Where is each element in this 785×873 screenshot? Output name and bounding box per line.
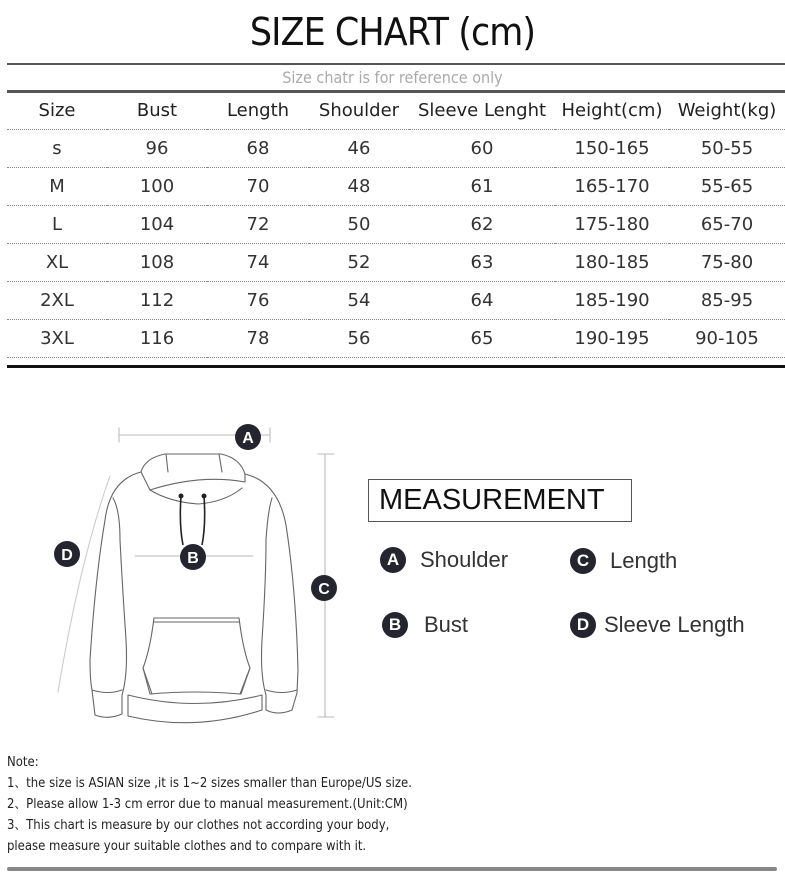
cell: 3XL	[7, 320, 107, 358]
cell: 61	[409, 168, 555, 206]
svg-text:B: B	[187, 550, 199, 567]
bottom-divider	[7, 867, 777, 871]
note-line: 1、the size is ASIAN size ,it is 1~2 sizes smaller than Europe/US size.	[7, 776, 412, 791]
cell: 85-95	[669, 282, 785, 320]
badge-a-icon: A	[380, 547, 406, 573]
legend-item-length	[570, 548, 677, 574]
cell: 116	[107, 320, 207, 358]
cell: 55-65	[669, 168, 785, 206]
page-title: SIZE CHART (cm)	[249, 10, 536, 54]
cell: 64	[409, 282, 555, 320]
measurement-heading-box	[368, 479, 632, 522]
table-row	[7, 130, 785, 168]
cell: s	[7, 130, 107, 168]
cell: 50	[309, 206, 409, 244]
legend-item-bust	[382, 612, 468, 638]
cell: 112	[107, 282, 207, 320]
cell: 90-105	[669, 320, 785, 358]
title-divider	[7, 63, 785, 65]
cell: 150-165	[555, 130, 669, 168]
cell: L	[7, 206, 107, 244]
legend-item-shoulder	[380, 547, 508, 573]
legend-label: Bust	[424, 612, 469, 637]
cell: 165-170	[555, 168, 669, 206]
cell: 48	[309, 168, 409, 206]
cell: 63	[409, 244, 555, 282]
svg-text:D: D	[61, 547, 73, 564]
notes-section	[7, 752, 457, 857]
table-row	[7, 206, 785, 244]
badge-b-icon: B	[382, 612, 408, 638]
cell: 72	[207, 206, 309, 244]
cell: 54	[309, 282, 409, 320]
cell: M	[7, 168, 107, 206]
notes-heading: Note:	[7, 755, 39, 770]
hoodie-diagram	[40, 410, 360, 730]
cell: 104	[107, 206, 207, 244]
cell: 60	[409, 130, 555, 168]
badge-d-icon	[54, 541, 80, 567]
cell: 180-185	[555, 244, 669, 282]
table-row	[7, 168, 785, 206]
svg-text:C: C	[318, 581, 330, 598]
column-header: Length	[207, 92, 309, 130]
legend-label: Length	[610, 548, 678, 573]
note-line: 2、Please allow 1-3 cm error due to manual measurement.(Unit:CM)	[7, 797, 408, 812]
column-header: Weight(kg)	[669, 92, 785, 130]
table-row	[7, 320, 785, 358]
cell: 50-55	[669, 130, 785, 168]
column-header: Shoulder	[309, 92, 409, 130]
badge-b-icon	[180, 544, 206, 570]
legend-label: Shoulder	[420, 547, 509, 572]
cell: 65	[409, 320, 555, 358]
cell: 62	[409, 206, 555, 244]
cell: 65-70	[669, 206, 785, 244]
cell: 185-190	[555, 282, 669, 320]
cell: 108	[107, 244, 207, 282]
badge-a-icon	[235, 424, 261, 450]
badge-d-icon: D	[570, 612, 596, 638]
table-row	[7, 244, 785, 282]
table-bottom-rule	[7, 365, 785, 368]
svg-text:A: A	[242, 430, 254, 447]
badge-c-icon	[311, 575, 337, 601]
measurement-heading: MEASUREMENT	[379, 484, 605, 516]
cell: 52	[309, 244, 409, 282]
cell: 75-80	[669, 244, 785, 282]
legend-label: Sleeve Length	[604, 612, 745, 637]
table-row	[7, 282, 785, 320]
cell: XL	[7, 244, 107, 282]
subtitle: Size chatr is for reference only	[282, 68, 503, 87]
table-header-row	[7, 92, 785, 130]
column-header: Sleeve Lenght	[409, 92, 555, 130]
column-header: Bust	[107, 92, 207, 130]
legend-item-sleeve-length	[570, 612, 745, 638]
cell: 74	[207, 244, 309, 282]
size-chart-table	[7, 92, 785, 358]
cell: 46	[309, 130, 409, 168]
column-header: Height(cm)	[555, 92, 669, 130]
cell: 68	[207, 130, 309, 168]
column-header: Size	[7, 92, 107, 130]
cell: 70	[207, 168, 309, 206]
cell: 190-195	[555, 320, 669, 358]
cell: 2XL	[7, 282, 107, 320]
cell: 56	[309, 320, 409, 358]
note-line: 3、This chart is measure by our clothes not according your body,	[7, 818, 390, 833]
note-line: please measure your suitable clothes and to compare with it.	[7, 839, 367, 854]
cell: 78	[207, 320, 309, 358]
cell: 100	[107, 168, 207, 206]
cell: 76	[207, 282, 309, 320]
cell: 175-180	[555, 206, 669, 244]
cell: 96	[107, 130, 207, 168]
badge-c-icon: C	[570, 548, 596, 574]
